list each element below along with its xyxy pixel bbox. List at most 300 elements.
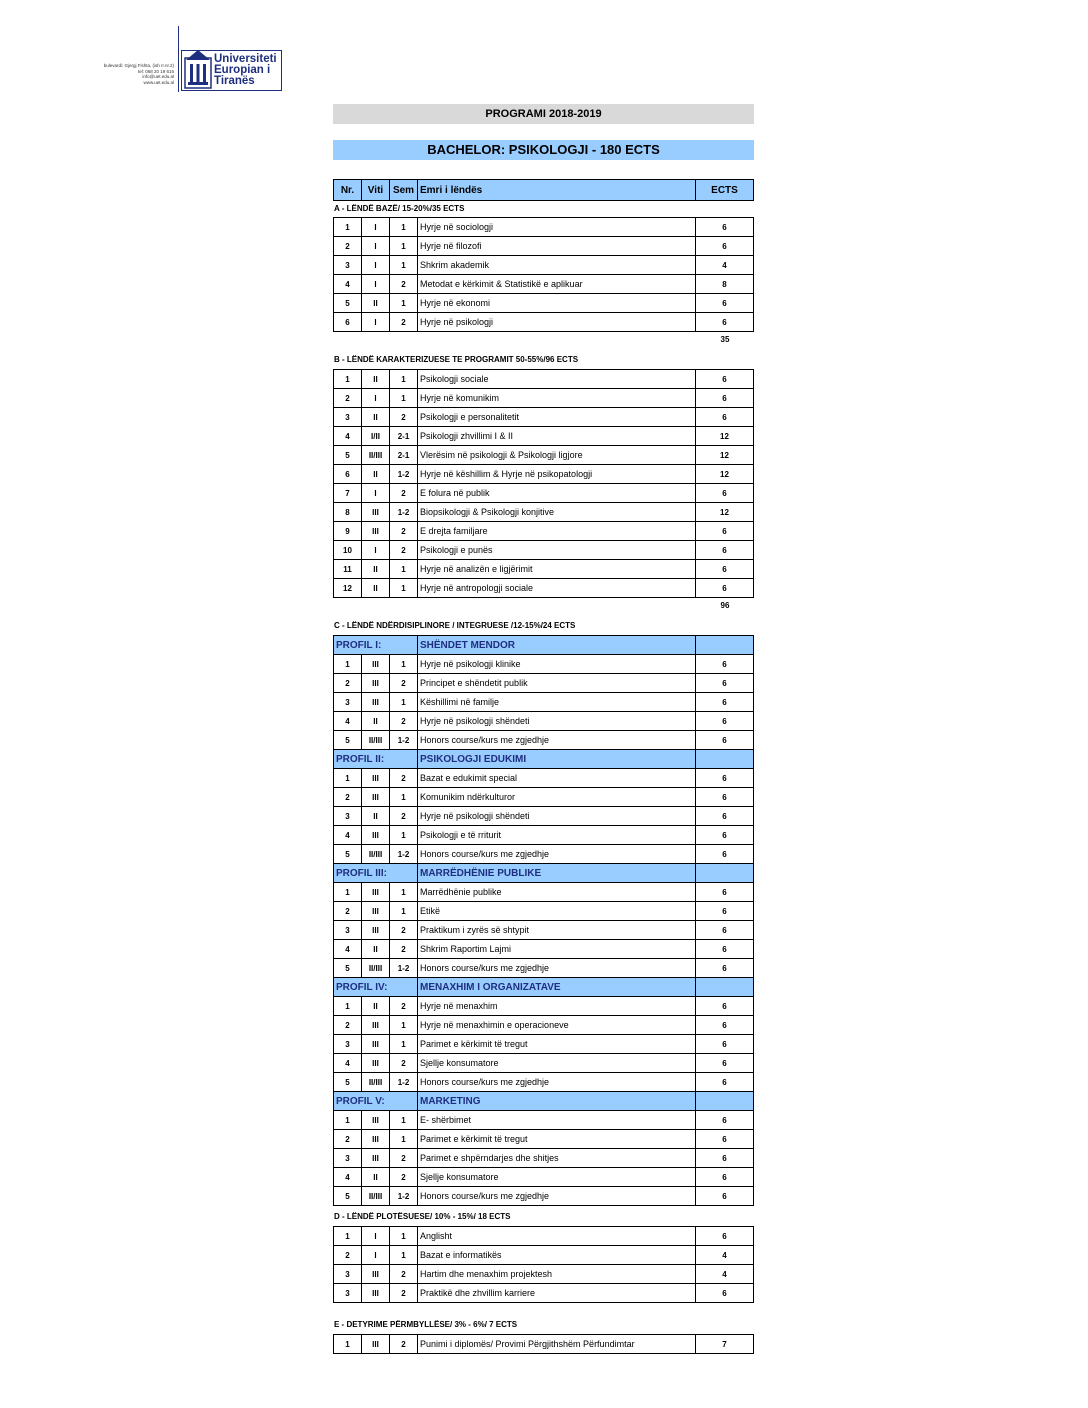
- table-row: [334, 769, 754, 788]
- row-year: III: [362, 655, 390, 674]
- row-nr: 5: [334, 446, 362, 465]
- header-nr: Nr.: [334, 180, 362, 201]
- row-course-name: Parimet e shpërndarjes dhe shitjes: [418, 1149, 696, 1168]
- row-ects: 6: [696, 1035, 754, 1054]
- row-nr: 1: [334, 370, 362, 389]
- table-row: [334, 541, 754, 560]
- row-year: III: [362, 921, 390, 940]
- university-name: Universiteti Europian i Tiranës: [214, 53, 277, 87]
- row-nr: 2: [334, 902, 362, 921]
- row-nr: 2: [334, 1246, 362, 1265]
- row-semester: 2: [390, 769, 418, 788]
- row-year: I: [362, 237, 390, 256]
- table-row: [334, 218, 754, 237]
- row-course-name: Psikologji e të rriturit: [418, 826, 696, 845]
- row-year: II: [362, 940, 390, 959]
- profile-header-row: [334, 1092, 754, 1111]
- table-row: [334, 788, 754, 807]
- row-course-name: Honors course/kurs me zgjedhje: [418, 845, 696, 864]
- row-course-name: Anglisht: [418, 1227, 696, 1246]
- table-row: [334, 731, 754, 750]
- row-ects: 6: [696, 1130, 754, 1149]
- row-course-name: Komunikim ndërkulturor: [418, 788, 696, 807]
- row-year: III: [362, 902, 390, 921]
- table-row: [334, 446, 754, 465]
- profile-header-row: [334, 978, 754, 997]
- row-nr: 5: [334, 845, 362, 864]
- row-year: III: [362, 1016, 390, 1035]
- row-semester: 2: [390, 1335, 418, 1354]
- table-row: [334, 1073, 754, 1092]
- row-course-name: Psikologji zhvillimi I & II: [418, 427, 696, 446]
- row-nr: 5: [334, 1073, 362, 1092]
- table-row: [334, 1035, 754, 1054]
- logo-divider: [178, 26, 179, 92]
- row-semester: 2: [390, 674, 418, 693]
- table-row: [334, 313, 754, 332]
- row-nr: 4: [334, 826, 362, 845]
- row-ects: 6: [696, 712, 754, 731]
- row-ects: 6: [696, 579, 754, 598]
- table-row: [334, 237, 754, 256]
- row-nr: 3: [334, 807, 362, 826]
- table-row: [334, 275, 754, 294]
- profile-label: PROFIL I:: [334, 636, 418, 655]
- row-course-name: Psikologji e punës: [418, 541, 696, 560]
- row-course-name: Etikë: [418, 902, 696, 921]
- row-ects: 6: [696, 655, 754, 674]
- table-row: [334, 1265, 754, 1284]
- row-nr: 3: [334, 1265, 362, 1284]
- header-year: Viti: [362, 180, 390, 201]
- table-row: [334, 826, 754, 845]
- row-semester: 1-2: [390, 731, 418, 750]
- row-ects: 6: [696, 313, 754, 332]
- row-year: III: [362, 1054, 390, 1073]
- row-year: II: [362, 997, 390, 1016]
- row-ects: 6: [696, 1149, 754, 1168]
- row-semester: 1: [390, 1035, 418, 1054]
- row-year: II: [362, 712, 390, 731]
- table-row: [334, 294, 754, 313]
- row-nr: 5: [334, 959, 362, 978]
- profile-header-row: [334, 750, 754, 769]
- row-course-name: Sjellje konsumatore: [418, 1054, 696, 1073]
- row-semester: 2: [390, 807, 418, 826]
- row-nr: 8: [334, 503, 362, 522]
- row-year: II/III: [362, 1073, 390, 1092]
- section-d-rows: [333, 1226, 754, 1303]
- row-semester: 1: [390, 1227, 418, 1246]
- row-ects: 6: [696, 1111, 754, 1130]
- row-nr: 3: [334, 1149, 362, 1168]
- table-header-row: [334, 180, 754, 201]
- row-course-name: Shkrim akademik: [418, 256, 696, 275]
- row-nr: 1: [334, 655, 362, 674]
- table-row: [334, 712, 754, 731]
- row-ects: 6: [696, 218, 754, 237]
- row-nr: 6: [334, 313, 362, 332]
- row-course-name: Hyrje në psikologji klinike: [418, 655, 696, 674]
- section-c-profiles: [333, 635, 754, 1206]
- row-ects: 6: [696, 997, 754, 1016]
- row-semester: 2: [390, 712, 418, 731]
- section-e-title: E - DETYRIME PËRMBYLLËSE/ 3% - 6%/ 7 ECTS: [334, 1320, 518, 1329]
- row-course-name: Psikologji sociale: [418, 370, 696, 389]
- row-course-name: Praktikë dhe zhvillim karriere: [418, 1284, 696, 1303]
- row-ects: 6: [696, 1073, 754, 1092]
- row-ects: 6: [696, 294, 754, 313]
- row-year: I: [362, 275, 390, 294]
- row-course-name: Hyrje në ekonomi: [418, 294, 696, 313]
- row-ects: 6: [696, 1168, 754, 1187]
- row-year: III: [362, 1035, 390, 1054]
- row-semester: 2: [390, 408, 418, 427]
- row-year: III: [362, 1265, 390, 1284]
- row-semester: 1-2: [390, 1073, 418, 1092]
- row-year: III: [362, 522, 390, 541]
- row-nr: 5: [334, 1187, 362, 1206]
- row-semester: 1: [390, 237, 418, 256]
- row-ects: 12: [696, 465, 754, 484]
- row-semester: 1: [390, 218, 418, 237]
- profile-name: PSIKOLOGJI EDUKIMI: [418, 750, 696, 769]
- table-row: [334, 1335, 754, 1354]
- row-nr: 7: [334, 484, 362, 503]
- row-nr: 4: [334, 427, 362, 446]
- table-row: [334, 484, 754, 503]
- table-row: [334, 1284, 754, 1303]
- profile-label: PROFIL IV:: [334, 978, 418, 997]
- row-year: III: [362, 1130, 390, 1149]
- table-row: [334, 1149, 754, 1168]
- row-nr: 1: [334, 769, 362, 788]
- section-b-title: B - LËNDË KARAKTERIZUESE TE PROGRAMIT 50-55%/96 ECTS: [334, 355, 579, 364]
- table-row: [334, 1187, 754, 1206]
- row-semester: 1: [390, 883, 418, 902]
- row-nr: 5: [334, 731, 362, 750]
- section-a-table: [333, 179, 754, 201]
- table-row: [334, 1130, 754, 1149]
- row-ects: 6: [696, 674, 754, 693]
- row-nr: 1: [334, 1111, 362, 1130]
- row-course-name: Honors course/kurs me zgjedhje: [418, 1187, 696, 1206]
- row-semester: 1: [390, 1111, 418, 1130]
- section-c-title: C - LËNDË NDËRDISIPLINORE / INTEGRUESE /12-15%/24 ECTS: [334, 621, 576, 630]
- row-nr: 4: [334, 275, 362, 294]
- row-ects: 6: [696, 1054, 754, 1073]
- row-semester: 2: [390, 997, 418, 1016]
- row-course-name: Parimet e kërkimit të tregut: [418, 1130, 696, 1149]
- row-ects: 6: [696, 959, 754, 978]
- row-course-name: Hyrje në psikologji: [418, 313, 696, 332]
- row-course-name: Hyrje në antropologji sociale: [418, 579, 696, 598]
- table-row: [334, 408, 754, 427]
- row-year: I: [362, 313, 390, 332]
- row-ects: 6: [696, 484, 754, 503]
- row-ects: 12: [696, 446, 754, 465]
- row-semester: 1: [390, 294, 418, 313]
- header-ects: ECTS: [696, 180, 754, 201]
- row-nr: 9: [334, 522, 362, 541]
- row-course-name: Honors course/kurs me zgjedhje: [418, 731, 696, 750]
- row-year: III: [362, 769, 390, 788]
- row-ects: 4: [696, 1246, 754, 1265]
- row-semester: 1: [390, 560, 418, 579]
- row-year: II: [362, 579, 390, 598]
- table-row: [334, 389, 754, 408]
- row-course-name: Metodat e kërkimit & Statistikë e aplikuar: [418, 275, 696, 294]
- row-ects: 6: [696, 1284, 754, 1303]
- row-semester: 2: [390, 1149, 418, 1168]
- section-e-rows: [333, 1334, 754, 1354]
- row-course-name: Hyrje në këshillim & Hyrje në psikopatologji: [418, 465, 696, 484]
- profile-header-row: [334, 636, 754, 655]
- row-course-name: Hyrje në menaxhim: [418, 997, 696, 1016]
- row-nr: 3: [334, 921, 362, 940]
- row-semester: 2: [390, 1054, 418, 1073]
- row-course-name: Bazat e informatikës: [418, 1246, 696, 1265]
- row-course-name: Marrëdhënie publike: [418, 883, 696, 902]
- row-ects: 6: [696, 731, 754, 750]
- row-course-name: Këshillimi në familje: [418, 693, 696, 712]
- row-course-name: Hyrje në psikologji shëndeti: [418, 712, 696, 731]
- table-row: [334, 560, 754, 579]
- row-ects: 6: [696, 807, 754, 826]
- row-course-name: Hyrje në filozofi: [418, 237, 696, 256]
- row-semester: 2-1: [390, 446, 418, 465]
- row-ects: 6: [696, 237, 754, 256]
- program-title: PROGRAMI 2018-2019: [333, 104, 754, 124]
- row-year: II/III: [362, 845, 390, 864]
- profile-ects-blank: [696, 1092, 754, 1111]
- row-ects: 6: [696, 921, 754, 940]
- row-nr: 3: [334, 1035, 362, 1054]
- row-course-name: Principet e shëndetit publik: [418, 674, 696, 693]
- table-row: [334, 1246, 754, 1265]
- row-semester: 2: [390, 1168, 418, 1187]
- table-row: [334, 883, 754, 902]
- row-nr: 3: [334, 408, 362, 427]
- row-semester: 1-2: [390, 503, 418, 522]
- row-ects: 6: [696, 769, 754, 788]
- row-semester: 1-2: [390, 465, 418, 484]
- row-nr: 2: [334, 237, 362, 256]
- row-semester: 2: [390, 921, 418, 940]
- row-semester: 2: [390, 940, 418, 959]
- row-nr: 1: [334, 1335, 362, 1354]
- row-year: II: [362, 1168, 390, 1187]
- row-year: I: [362, 1246, 390, 1265]
- row-ects: 6: [696, 902, 754, 921]
- row-nr: 4: [334, 712, 362, 731]
- row-course-name: Hartim dhe menaxhim projektesh: [418, 1265, 696, 1284]
- profile-label: PROFIL III:: [334, 864, 418, 883]
- row-ects: 6: [696, 883, 754, 902]
- row-course-name: Hyrje në menaxhimin e operacioneve: [418, 1016, 696, 1035]
- table-row: [334, 807, 754, 826]
- row-nr: 4: [334, 1054, 362, 1073]
- row-year: I: [362, 256, 390, 275]
- section-b-total: 96: [720, 601, 730, 610]
- row-semester: 1-2: [390, 845, 418, 864]
- row-semester: 1-2: [390, 959, 418, 978]
- row-nr: 5: [334, 294, 362, 313]
- row-semester: 2-1: [390, 427, 418, 446]
- row-course-name: Shkrim Raportim Lajmi: [418, 940, 696, 959]
- row-course-name: Sjellje konsumatore: [418, 1168, 696, 1187]
- row-year: I: [362, 484, 390, 503]
- row-nr: 2: [334, 1130, 362, 1149]
- university-address: bulevardi: Gjergj Fishta, (ish rr.nr.2) tel: 068 20 19 616 info@uet.edu.al www.uet.edu.al: [103, 63, 174, 85]
- table-row: [334, 579, 754, 598]
- row-year: III: [362, 1284, 390, 1303]
- row-nr: 2: [334, 674, 362, 693]
- profile-name: MENAXHIM I ORGANIZATAVE: [418, 978, 696, 997]
- row-year: II/III: [362, 1187, 390, 1206]
- row-year: I: [362, 389, 390, 408]
- row-course-name: Punimi i diplomës/ Provimi Përgjithshëm Përfundimtar: [418, 1335, 696, 1354]
- row-ects: 12: [696, 427, 754, 446]
- row-semester: 2: [390, 522, 418, 541]
- row-course-name: E- shërbimet: [418, 1111, 696, 1130]
- row-nr: 2: [334, 389, 362, 408]
- row-semester: 1: [390, 256, 418, 275]
- profile-name: MARRËDHËNIE PUBLIKE: [418, 864, 696, 883]
- row-year: III: [362, 1335, 390, 1354]
- section-a-rows: [333, 217, 754, 332]
- row-semester: 1: [390, 389, 418, 408]
- row-course-name: Hyrje në komunikim: [418, 389, 696, 408]
- row-year: III: [362, 883, 390, 902]
- row-year: III: [362, 693, 390, 712]
- row-ects: 6: [696, 389, 754, 408]
- profile-ects-blank: [696, 636, 754, 655]
- row-ects: 6: [696, 940, 754, 959]
- profile-header-row: [334, 864, 754, 883]
- section-a-title: A - LËNDË BAZË/ 15-20%/35 ECTS: [334, 204, 465, 213]
- row-year: I: [362, 541, 390, 560]
- table-row: [334, 655, 754, 674]
- row-nr: 12: [334, 579, 362, 598]
- row-year: II/III: [362, 446, 390, 465]
- row-year: II: [362, 370, 390, 389]
- row-semester: 1: [390, 1016, 418, 1035]
- row-semester: 2: [390, 1284, 418, 1303]
- row-course-name: Bazat e edukimit special: [418, 769, 696, 788]
- row-course-name: Honors course/kurs me zgjedhje: [418, 959, 696, 978]
- header-semester: Sem: [390, 180, 418, 201]
- row-year: II: [362, 807, 390, 826]
- row-year: I: [362, 1227, 390, 1246]
- row-year: I: [362, 218, 390, 237]
- row-nr: 3: [334, 256, 362, 275]
- row-course-name: Praktikum i zyrës së shtypit: [418, 921, 696, 940]
- table-row: [334, 1168, 754, 1187]
- row-year: III: [362, 503, 390, 522]
- row-year: III: [362, 1111, 390, 1130]
- row-ects: 4: [696, 1265, 754, 1284]
- row-semester: 2: [390, 1265, 418, 1284]
- row-course-name: Hyrje në psikologji shëndeti: [418, 807, 696, 826]
- row-ects: 6: [696, 1187, 754, 1206]
- table-row: [334, 959, 754, 978]
- row-semester: 1: [390, 655, 418, 674]
- table-row: [334, 465, 754, 484]
- row-nr: 11: [334, 560, 362, 579]
- row-year: III: [362, 826, 390, 845]
- row-nr: 2: [334, 1016, 362, 1035]
- table-row: [334, 940, 754, 959]
- row-semester: 2: [390, 541, 418, 560]
- table-row: [334, 1111, 754, 1130]
- row-semester: 2: [390, 313, 418, 332]
- row-ects: 6: [696, 826, 754, 845]
- table-row: [334, 1054, 754, 1073]
- table-row: [334, 997, 754, 1016]
- table-row: [334, 503, 754, 522]
- degree-title: BACHELOR: PSIKOLOGJI - 180 ECTS: [333, 140, 754, 160]
- profile-label: PROFIL V:: [334, 1092, 418, 1111]
- row-nr: 4: [334, 1168, 362, 1187]
- row-nr: 4: [334, 940, 362, 959]
- row-year: III: [362, 788, 390, 807]
- row-ects: 7: [696, 1335, 754, 1354]
- row-nr: 1: [334, 218, 362, 237]
- row-semester: 1: [390, 826, 418, 845]
- row-ects: 6: [696, 788, 754, 807]
- row-semester: 1: [390, 788, 418, 807]
- table-row: [334, 427, 754, 446]
- row-ects: 6: [696, 1227, 754, 1246]
- section-d-title: D - LËNDË PLOTËSUESE/ 10% - 15%/ 18 ECTS: [334, 1212, 511, 1221]
- row-year: III: [362, 1149, 390, 1168]
- row-year: II/III: [362, 731, 390, 750]
- row-year: II: [362, 560, 390, 579]
- row-ects: 6: [696, 522, 754, 541]
- table-row: [334, 693, 754, 712]
- row-nr: 6: [334, 465, 362, 484]
- row-course-name: Biopsikologji & Psikologji konjitive: [418, 503, 696, 522]
- table-row: [334, 902, 754, 921]
- row-nr: 2: [334, 788, 362, 807]
- row-course-name: Honors course/kurs me zgjedhje: [418, 1073, 696, 1092]
- table-row: [334, 1016, 754, 1035]
- row-ects: 6: [696, 370, 754, 389]
- table-row: [334, 845, 754, 864]
- row-course-name: Parimet e kërkimit të tregut: [418, 1035, 696, 1054]
- row-course-name: Vlerësim në psikologji & Psikologji ligjore: [418, 446, 696, 465]
- row-year: II: [362, 294, 390, 313]
- section-a-total: 35: [720, 335, 730, 344]
- row-course-name: E drejta familjare: [418, 522, 696, 541]
- profile-ects-blank: [696, 978, 754, 997]
- profile-name: SHËNDET MENDOR: [418, 636, 696, 655]
- table-row: [334, 1227, 754, 1246]
- row-semester: 1: [390, 1246, 418, 1265]
- table-row: [334, 674, 754, 693]
- row-year: III: [362, 674, 390, 693]
- row-semester: 2: [390, 484, 418, 503]
- row-nr: 1: [334, 883, 362, 902]
- row-course-name: Hyrje në analizën e ligjërimit: [418, 560, 696, 579]
- row-semester: 2: [390, 275, 418, 294]
- row-year: I/II: [362, 427, 390, 446]
- row-nr: 3: [334, 1284, 362, 1303]
- row-year: II: [362, 408, 390, 427]
- row-semester: 1: [390, 693, 418, 712]
- table-row: [334, 921, 754, 940]
